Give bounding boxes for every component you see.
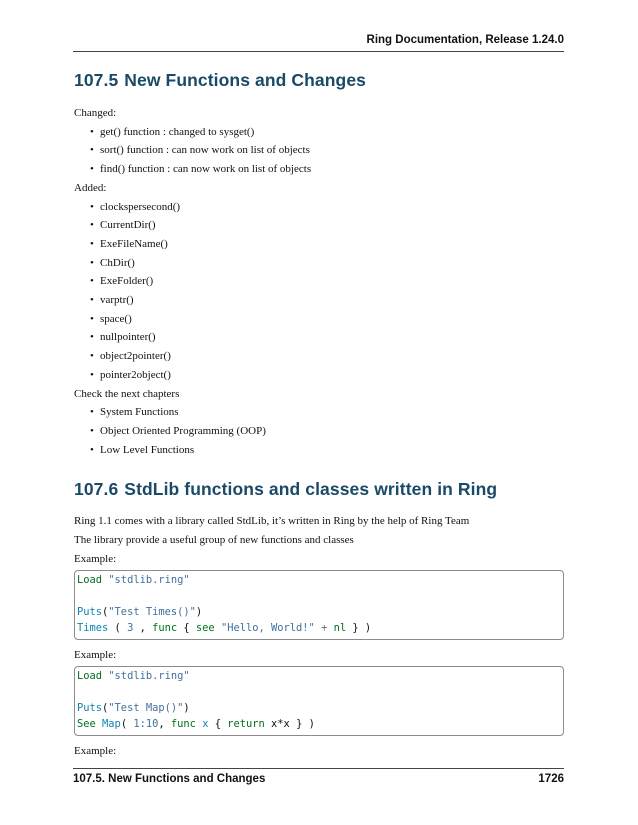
code-identifier: x bbox=[202, 717, 209, 730]
code-punct: ( bbox=[102, 606, 109, 619]
list-item: • space() bbox=[74, 310, 564, 329]
page-content bbox=[74, 70, 564, 760]
intro-paragraph: Ring 1.1 comes with a library called StdLib, it’s written in Ring by the help of Ring Team bbox=[74, 515, 470, 528]
code-punct: , bbox=[158, 717, 171, 730]
list-item: • sort() function : can now work on list of objects bbox=[74, 141, 564, 160]
code-block-map bbox=[74, 666, 564, 735]
code-punct: ) bbox=[195, 606, 203, 619]
code-string: "Hello, World!" bbox=[220, 621, 315, 634]
list-item: • clockspersecond() bbox=[74, 198, 564, 217]
code-keyword: return bbox=[227, 717, 265, 730]
changed-list bbox=[74, 123, 564, 179]
code-keyword: See bbox=[77, 717, 96, 730]
code-punct: { bbox=[177, 621, 196, 634]
code-punct: } ) bbox=[346, 621, 372, 634]
code-operator: + bbox=[314, 621, 334, 634]
example-label: Example: bbox=[74, 744, 117, 757]
code-block-times bbox=[74, 570, 564, 639]
running-footer bbox=[73, 773, 564, 785]
code-keyword: Load bbox=[77, 670, 103, 683]
code-function: Map bbox=[102, 717, 121, 730]
code-string: "Test Times()" bbox=[108, 606, 196, 619]
code-keyword: see bbox=[195, 621, 215, 634]
code-keyword: nl bbox=[333, 621, 347, 634]
code-punct: } ) bbox=[289, 717, 315, 730]
code-string: "stdlib.ring" bbox=[108, 574, 190, 587]
changed-label: Changed: bbox=[74, 107, 117, 119]
example-label: Example: bbox=[74, 552, 117, 565]
code-keyword: Load bbox=[77, 574, 103, 587]
list-item: • CurrentDir() bbox=[74, 216, 564, 235]
list-item: • find() function : can now work on list of objects bbox=[74, 160, 564, 179]
code-string: "stdlib.ring" bbox=[108, 670, 190, 683]
section-heading-107-5 bbox=[74, 70, 564, 91]
code-punct: ( bbox=[108, 621, 128, 634]
list-item: • ExeFileName() bbox=[74, 235, 564, 254]
added-label: Added: bbox=[74, 181, 107, 194]
code-punct: ( bbox=[120, 717, 134, 730]
section-heading-107-6 bbox=[74, 479, 564, 500]
code-expression: x*x bbox=[271, 717, 290, 730]
running-header: Ring Documentation, Release 1.24.0 bbox=[366, 34, 564, 46]
code-keyword: func bbox=[170, 717, 196, 730]
code-punct: ( bbox=[102, 701, 109, 714]
list-item: • object2pointer() bbox=[74, 347, 564, 366]
list-item: • varptr() bbox=[74, 291, 564, 310]
footer-section-title: 107.5. New Functions and Changes bbox=[73, 773, 266, 785]
page-number: 1726 bbox=[538, 773, 564, 785]
section-number: 107.5 bbox=[74, 70, 119, 90]
section-title: New Functions and Changes bbox=[124, 70, 366, 90]
code-punct: ) bbox=[183, 701, 190, 714]
library-paragraph: The library provide a useful group of new functions and classes bbox=[74, 534, 354, 547]
check-label: Check the next chapters bbox=[74, 387, 180, 400]
list-item: • pointer2object() bbox=[74, 366, 564, 385]
code-string: "Test Map()" bbox=[108, 701, 184, 714]
added-list bbox=[74, 198, 564, 385]
code-punct: { bbox=[208, 717, 228, 730]
header-divider bbox=[73, 51, 564, 52]
list-item: • nullpointer() bbox=[74, 328, 564, 347]
section-title: StdLib functions and classes written in Ring bbox=[124, 479, 498, 500]
list-item: • Low Level Functions bbox=[74, 441, 564, 460]
code-keyword: func bbox=[152, 621, 178, 634]
code-function: Times bbox=[77, 621, 109, 634]
code-punct: , bbox=[133, 621, 153, 634]
check-list bbox=[74, 403, 564, 459]
example-label: Example: bbox=[74, 648, 117, 661]
code-function: Puts bbox=[77, 701, 103, 714]
list-item: • System Functions bbox=[74, 403, 564, 422]
list-item: • get() function : changed to sysget() bbox=[74, 123, 564, 142]
list-item: • ChDir() bbox=[74, 254, 564, 273]
code-number: 1:10 bbox=[133, 717, 159, 730]
list-item: • Object Oriented Programming (OOP) bbox=[74, 422, 564, 441]
list-item: • ExeFolder() bbox=[74, 272, 564, 291]
footer-divider bbox=[73, 768, 564, 769]
section-number: 107.6 bbox=[74, 479, 119, 500]
code-function: Puts bbox=[77, 606, 103, 619]
code-number: 3 bbox=[127, 621, 134, 634]
